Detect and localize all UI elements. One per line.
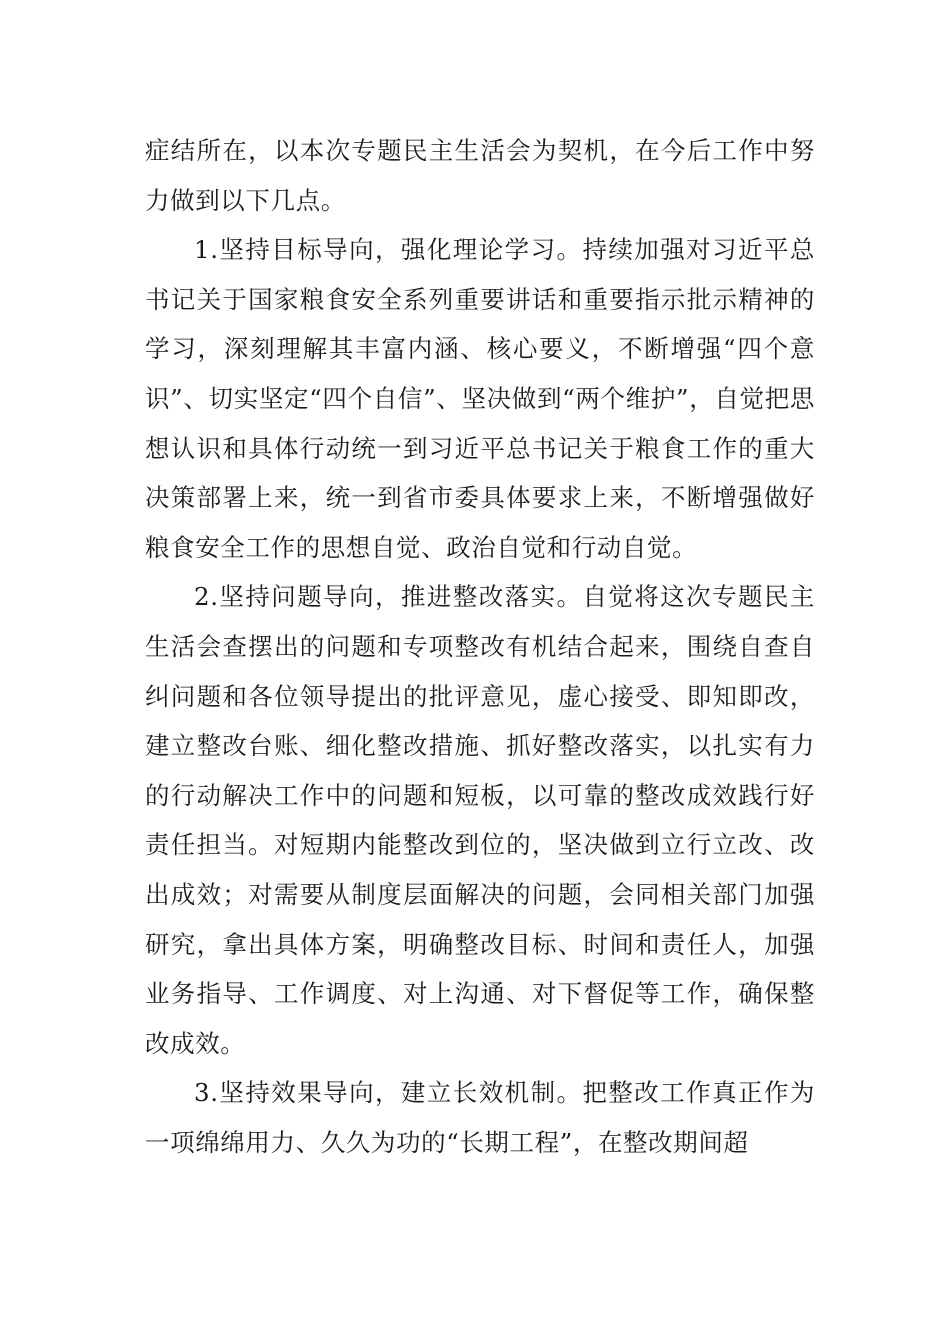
body-text [145, 126, 815, 1167]
paragraph-rectification: 2.坚持问题导向，推进整改落实。自觉将这次专题民主生活会查摆出的问题和专项整改有机结合起来，围绕自查自纠问题和各位领导提出的批评意见，虚心接受、即知即改，建立整改台账、细化整改措施、抓好整改落实，以扎实有力的行动解决工作中的问题和短板，以可靠的整改成效践行好责任担当。对短期内能整改到位的，坚决做到立行立改、改出成效；对需要从制度层面解决的问题，会同相关部门加强研究，拿出具体方案，明确整改目标、时间和责任人，加强业务指导、工作调度、对上沟通、对下督促等工作，确保整改成效。 [145, 582, 815, 1058]
paragraph-continuation: 症结所在，以本次专题民主生活会为契机，在今后工作中努力做到以下几点。 [145, 136, 815, 215]
paragraph-long-term-mechanism: 3.坚持效果导向，建立长效机制。把整改工作真正作为一项绵绵用力、久久为功的“长期工程”，在整改期间超 [145, 1078, 815, 1157]
paragraph-theory-study: 1.坚持目标导向，强化理论学习。持续加强对习近平总书记关于国家粮食安全系列重要讲话和重要指示批示精神的学习，深刻理解其丰富内涵、核心要义，不断增强“四个意识”、切实坚定“四个自信”、坚决做到“两个维护”，自觉把思想认识和具体行动统一到习近平总书记关于粮食工作的重大决策部署上来，统一到省市委具体要求上来，不断增强做好粮食安全工作的思想自觉、政治自觉和行动自觉。 [145, 235, 815, 562]
